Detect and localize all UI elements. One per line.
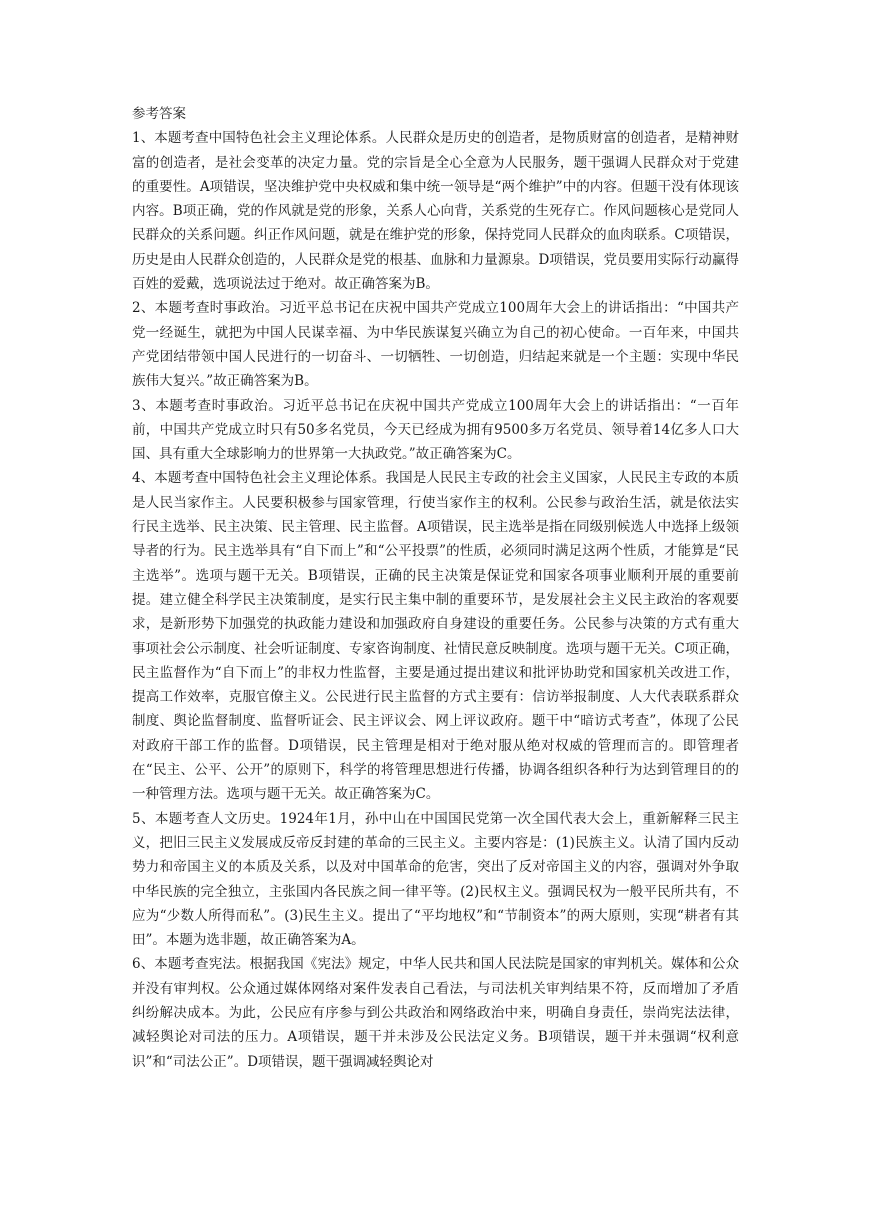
answer-key-heading: 参考答案 <box>132 106 186 122</box>
answer-3: 3、本题考查时事政治。习近平总书记在庆祝中国共产党成立100周年大会上的讲话指出：“一百年前，中国共产党成立时只有50多名党员，今天已经成为拥有9500多万名党员、领导着14亿多人口大国、具有重大全球影响力的世界第一大执政党。”故正确答案为C。 <box>132 397 739 463</box>
answer-5: 5、本题考查人文历史。1924年1月，孙中山在中国国民党第一次全国代表大会上，重新解释三民主义，把旧三民主义发展成反帝反封建的革命的三民主义。主要内容是：(1)民族主义。认清了国内反动势力和帝国主义的本质及关系，以及对中国革命的危害，突出了反对帝国主义的内容，强调对外争取中华民族的完全独立，主张国内各民族之间一律平等。(2)民权主义。强调民权为一般平民所共有，不应为“少数人所得而私”。(3)民生主义。提出了“平均地权”和“节制资本”的两大原则，实现“耕者有其田”。本题为选非题，故正确答案为A。 <box>132 810 739 949</box>
answer-4: 4、本题考查中国特色社会主义理论体系。我国是人民民主专政的社会主义国家，人民民主专政的本质是人民当家作主。人民要积极参与国家管理，行使当家作主的权利。公民参与政治生活，就是依法实行民主选举、民主决策、民主管理、民主监督。A项错误，民主选举是指在同级别候选人中选择上级领导者的行为。民主选举具有“自下而上”和“公平投票”的性质，必须同时满足这两个性质，才能算是“民主选举”。选项与题干无关。B项错误，正确的民主决策是保证党和国家各项事业顺利开展的重要前提。建立健全科学民主决策制度，是实行民主集中制的重要环节，是发展社会主义民主政治的客观要求，是新形势下加强党的执政能力建设和加强政府自身建设的重要任务。公民参与决策的方式有重大事项社会公示制度、社会听证制度、专家咨询制度、社情民意反映制度。选项与题干无关。C项正确，民主监督作为“自下而上”的非权力性监督，主要是通过提出建议和批评协助党和国家机关改进工作，提高工作效率，克服官僚主义。公民进行民主监督的方式主要有：信访举报制度、人大代表联系群众制度、舆论监督制度、监督听证会、民主评议会、网上评议政府。题干中“暗访式考查”，体现了公民对政府干部工作的监督。D项错误，民主管理是相对于绝对服从绝对权威的管理而言的。即管理者在“民主、公平、公开”的原则下，科学的将管理思想进行传播，协调各组织各种行为达到管理目的的一种管理方法。选项与题干无关。故正确答案为C。 <box>132 470 739 803</box>
answer-1: 1、本题考查中国特色社会主义理论体系。人民群众是历史的创造者，是物质财富的创造者，是精神财富的创造者，是社会变革的决定力量。党的宗旨是全心全意为人民服务，题干强调人民群众对于党建的重要性。A项错误，坚决维护党中央权威和集中统一领导是“两个维护”中的内容。但题干没有体现该内容。B项正确，党的作风就是党的形象，关系人心向背，关系党的生死存亡。作风问题核心是党同人民群众的关系问题。纠正作风问题，就是在维护党的形象，保持党同人民群众的血肉联系。C项错误，历史是由人民群众创造的，人民群众是党的根基、血脉和力量源泉。D项错误，党员要用实际行动赢得百姓的爱戴，选项说法过于绝对。故正确答案为B。 <box>132 130 739 293</box>
answer-2: 2、本题考查时事政治。习近平总书记在庆祝中国共产党成立100周年大会上的讲话指出：“中国共产党一经诞生，就把为中国人民谋幸福、为中华民族谋复兴确立为自己的初心使命。一百年来，中国共产党团结带领中国人民进行的一切奋斗、一切牺牲、一切创造，归结起来就是一个主题：实现中华民族伟大复兴。”故正确答案为B。 <box>132 300 739 390</box>
document-page <box>132 102 739 1074</box>
answer-6: 6、本题考查宪法。根据我国《宪法》规定，中华人民共和国人民法院是国家的审判机关。媒体和公众并没有审判权。公众通过媒体网络对案件发表自己看法，与司法机关审判结果不符，反而增加了矛盾纠纷解决成本。为此，公民应有序参与到公共政治和网络政治中来，明确自身责任，崇尚宪法法律，减轻舆论对司法的压力。A项错误，题干并未涉及公民法定义务。B项错误，题干并未强调“权利意识”和“司法公正”。D项错误，题干强调减轻舆论对 <box>132 956 739 1070</box>
